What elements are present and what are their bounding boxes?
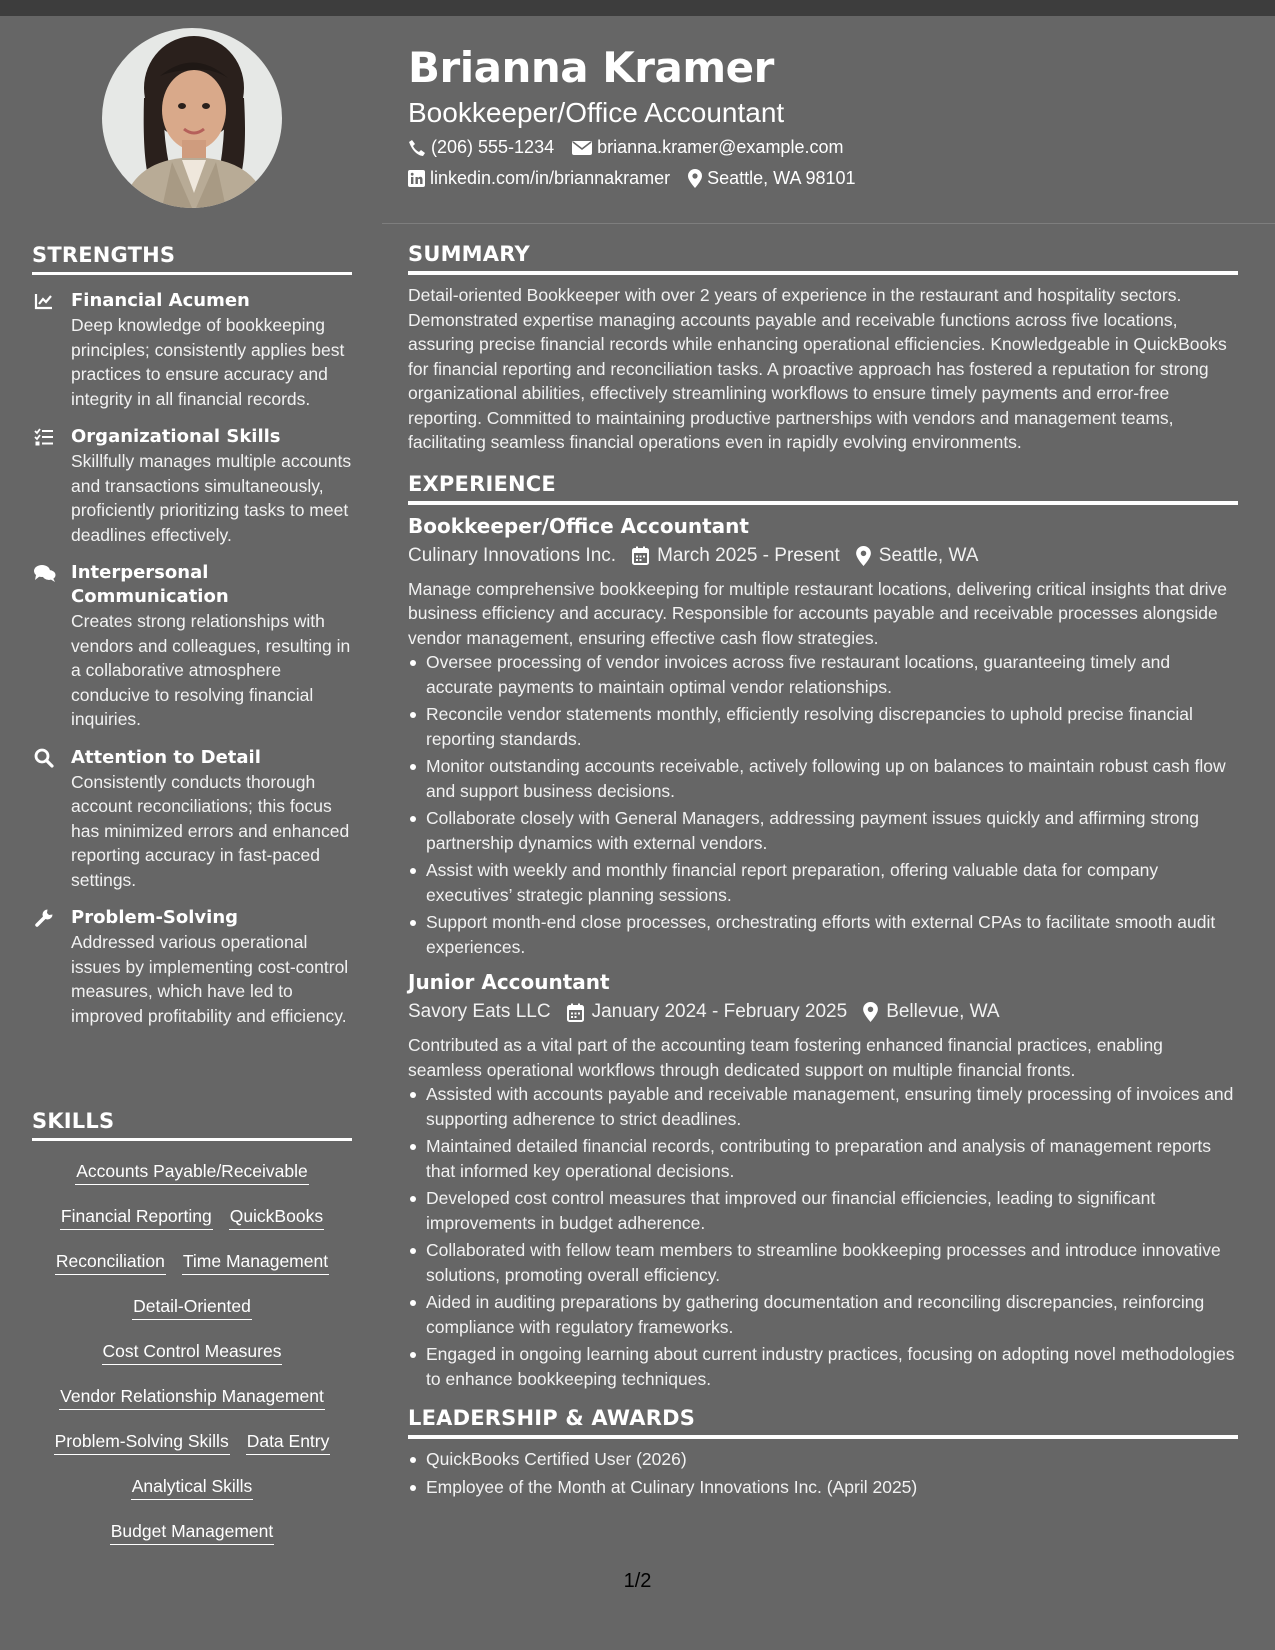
job-bullets xyxy=(408,650,1238,959)
linkedin-icon xyxy=(408,170,425,187)
location-text: Bellevue, WA xyxy=(886,1001,1000,1022)
profile-photo xyxy=(102,28,282,208)
experience-heading: EXPERIENCE xyxy=(408,471,1238,505)
experience-section xyxy=(408,471,1238,1392)
strength-title: Financial Acumen xyxy=(71,290,250,311)
calendar-icon xyxy=(632,546,649,565)
skills-row xyxy=(32,1509,352,1554)
skill-tag: Detail-Oriented xyxy=(132,1294,252,1320)
skill-tag: Problem-Solving Skills xyxy=(54,1429,230,1455)
strength-item xyxy=(32,746,352,893)
skills-row xyxy=(32,1419,352,1464)
skill-tag: Vendor Relationship Management xyxy=(59,1384,325,1410)
strength-description: Skillfully manages multiple accounts and transactions simultaneously, proficiently prioritizing tasks to meet deadlines effectively. xyxy=(71,451,352,545)
contact-row xyxy=(408,163,1238,194)
awards-heading: LEADERSHIP & AWARDS xyxy=(408,1405,1238,1439)
calendar-icon xyxy=(567,1003,584,1022)
list-check-icon xyxy=(34,427,54,447)
job-entry xyxy=(408,967,1238,1391)
skill-tag: Data Entry xyxy=(246,1429,331,1455)
job-meta xyxy=(408,997,1238,1027)
skill-tag: Budget Management xyxy=(110,1519,274,1545)
skills-row xyxy=(32,1464,352,1509)
award-item: QuickBooks Certified User (2026) xyxy=(426,1447,1238,1472)
bullet-item: Assisted with accounts payable and receivable management, ensuring timely processing of invoices and supporting adherence to strict deadlines. xyxy=(426,1082,1238,1131)
email-contact[interactable] xyxy=(572,132,843,163)
resume-header xyxy=(408,40,1238,194)
skills-row xyxy=(32,1194,352,1239)
bullet-item: Assist with weekly and monthly financial report preparation, offering valuable data for company executives’ strategic planning sessions. xyxy=(426,858,1238,907)
job-company xyxy=(408,541,616,571)
skill-tag: Time Management xyxy=(182,1249,329,1275)
skills-list xyxy=(32,1149,352,1554)
job-location xyxy=(863,997,999,1027)
strength-item xyxy=(32,425,352,547)
envelope-icon xyxy=(572,140,592,156)
awards-list xyxy=(408,1447,1238,1499)
header-divider xyxy=(382,223,1275,224)
bullet-item: Reconcile vendor statements monthly, efficiently resolving discrepancies to uphold precise financial reporting standards. xyxy=(426,702,1238,751)
map-pin-icon xyxy=(856,546,871,566)
job-dates xyxy=(567,997,848,1027)
job-location xyxy=(856,541,979,571)
map-pin-icon xyxy=(863,1002,878,1022)
skill-tag: Cost Control Measures xyxy=(102,1339,283,1365)
awards-section xyxy=(408,1405,1238,1499)
job-bullets xyxy=(408,1082,1238,1391)
strength-item xyxy=(32,561,352,732)
page-number: 1/2 xyxy=(623,1570,652,1592)
main-column xyxy=(408,241,1238,1502)
skill-tag: Reconciliation xyxy=(55,1249,166,1275)
company-name: Culinary Innovations Inc. xyxy=(408,544,617,566)
phone-contact xyxy=(408,132,554,163)
strength-description: Addressed various operational issues by implementing cost-control measures, which have led to improved profitability and efficiency. xyxy=(71,932,349,1026)
strengths-section xyxy=(32,242,352,1028)
skill-tag: Financial Reporting xyxy=(60,1204,213,1230)
bullet-item: Collaborate closely with General Managers, addressing payment issues quickly and affirming strong partnership dynamics with external vendors. xyxy=(426,806,1238,855)
bullet-item: Engaged in ongoing learning about current industry practices, focusing on adopting novel methodologies to enhance bookkeeping techniques. xyxy=(426,1342,1238,1391)
summary-heading: SUMMARY xyxy=(408,241,1238,275)
location-text: Seattle, WA 98101 xyxy=(707,168,856,188)
strength-title: Attention to Detail xyxy=(71,746,261,768)
job-meta xyxy=(408,541,1238,571)
wrench-icon xyxy=(34,908,54,928)
search-icon xyxy=(34,748,54,768)
bullet-item: Monitor outstanding accounts receivable, actively following up on balances to maintain robust cash flow and support business decisions. xyxy=(426,754,1238,803)
strength-description: Deep knowledge of bookkeeping principles; consistently applies best practices to ensure accuracy and integrity in all financial records. xyxy=(71,315,345,409)
skill-tag: Accounts Payable/Receivable xyxy=(75,1159,309,1185)
job-entry xyxy=(408,511,1238,960)
summary-section xyxy=(408,241,1238,455)
job-company xyxy=(408,997,551,1027)
strength-title: Problem-Solving xyxy=(71,907,239,928)
bullet-item: Aided in auditing preparations by gathering documentation and reconciling discrepancies, reinforcing compliance with regulatory frameworks. xyxy=(426,1290,1238,1339)
job-role: Junior Accountant xyxy=(408,970,610,994)
skills-heading: SKILLS xyxy=(32,1108,352,1141)
bullet-item: Maintained detailed financial records, contributing to preparation and analysis of management reports that informed key operational decisions. xyxy=(426,1134,1238,1183)
bullet-item: Developed cost control measures that improved our financial efficiencies, leading to significant improvements in budget adherence. xyxy=(426,1186,1238,1235)
company-name: Savory Eats LLC xyxy=(408,1001,551,1022)
linkedin-contact[interactable] xyxy=(408,163,670,194)
map-pin-icon xyxy=(688,169,702,188)
skills-row xyxy=(32,1284,352,1329)
phone-icon xyxy=(408,139,426,157)
date-range: January 2024 - February 2025 xyxy=(591,1001,848,1022)
date-range: March 2025 - Present xyxy=(657,544,840,566)
candidate-title: Bookkeeper/Office Accountant xyxy=(408,97,785,128)
strength-item xyxy=(32,906,352,1028)
location-contact xyxy=(688,163,855,194)
strength-description: Consistently conducts thorough account reconciliations; this focus has minimized errors and enhanced reporting accuracy in fast-paced settings. xyxy=(71,771,350,890)
strength-title: Interpersonal Communication xyxy=(71,562,229,607)
job-role: Bookkeeper/Office Accountant xyxy=(408,513,749,538)
skills-row xyxy=(32,1239,352,1284)
top-bar xyxy=(0,0,1275,16)
skills-row xyxy=(32,1149,352,1194)
bullet-item: Support month-end close processes, orchestrating efforts with external CPAs to facilitate smooth audit experiences. xyxy=(426,910,1238,959)
strength-description: Creates strong relationships with vendors and colleagues, resulting in a collaborative atmosphere conducive to resolving financial inquiries. xyxy=(71,611,351,729)
bullet-item: Oversee processing of vendor invoices across five restaurant locations, guaranteeing timely and accurate payments to maintain optimal vendor relationships. xyxy=(426,650,1238,699)
strength-item xyxy=(32,289,352,411)
summary-text: Detail-oriented Bookkeeper with over 2 years of experience in the restaurant and hospitality sectors. Demonstrated expertise managing accounts payable and receivable functions across five locations, assuring precise financial records while enhancing operational efficiencies. Knowledgeable in QuickBooks for financial reporting and reconciliation tasks. A proactive approach has fostered a reputation for strong organizational abilities, effectively streamlining workflows to ensure timely payments and error-free reporting. Committed to maintaining productive partnerships with vendors and management teams, facilitating seamless financial operations even in rapidly evolving environments. xyxy=(408,285,1227,452)
location-text: Seattle, WA xyxy=(878,544,979,566)
award-item: Employee of the Month at Culinary Innovations Inc. (April 2025) xyxy=(426,1475,1238,1500)
phone-text: (206) 555-1234 xyxy=(431,137,555,157)
email-link[interactable]: brianna.kramer@example.com xyxy=(597,137,844,157)
skills-row xyxy=(32,1374,352,1419)
contact-row xyxy=(408,132,1238,163)
linkedin-link[interactable]: linkedin.com/in/briannakramer xyxy=(430,168,671,188)
strengths-heading: STRENGTHS xyxy=(32,242,352,275)
skill-tag: Analytical Skills xyxy=(131,1474,254,1500)
skill-tag: QuickBooks xyxy=(229,1204,324,1230)
bullet-item: Collaborated with fellow team members to streamline bookkeeping processes and introduce innovative solutions, promoting overall efficiency. xyxy=(426,1238,1238,1287)
job-dates xyxy=(632,541,840,571)
job-description: Manage comprehensive bookkeeping for multiple restaurant locations, delivering critical insights that drive business efficiency and accuracy. Responsible for accounts payable and receivable processes alongside vendor management, ensuring effective cash flow strategies. xyxy=(408,578,1228,648)
candidate-name: Brianna Kramer xyxy=(408,43,774,92)
skills-row xyxy=(32,1329,352,1374)
strength-title: Organizational Skills xyxy=(71,426,281,447)
chart-line-icon xyxy=(34,291,54,311)
skills-section xyxy=(32,1108,352,1554)
job-description: Contributed as a vital part of the accounting team fostering enhanced financial practices, enabling seamless operational workflows through dedicated support on multiple financial fronts. xyxy=(408,1035,1163,1080)
comments-icon xyxy=(34,563,54,583)
